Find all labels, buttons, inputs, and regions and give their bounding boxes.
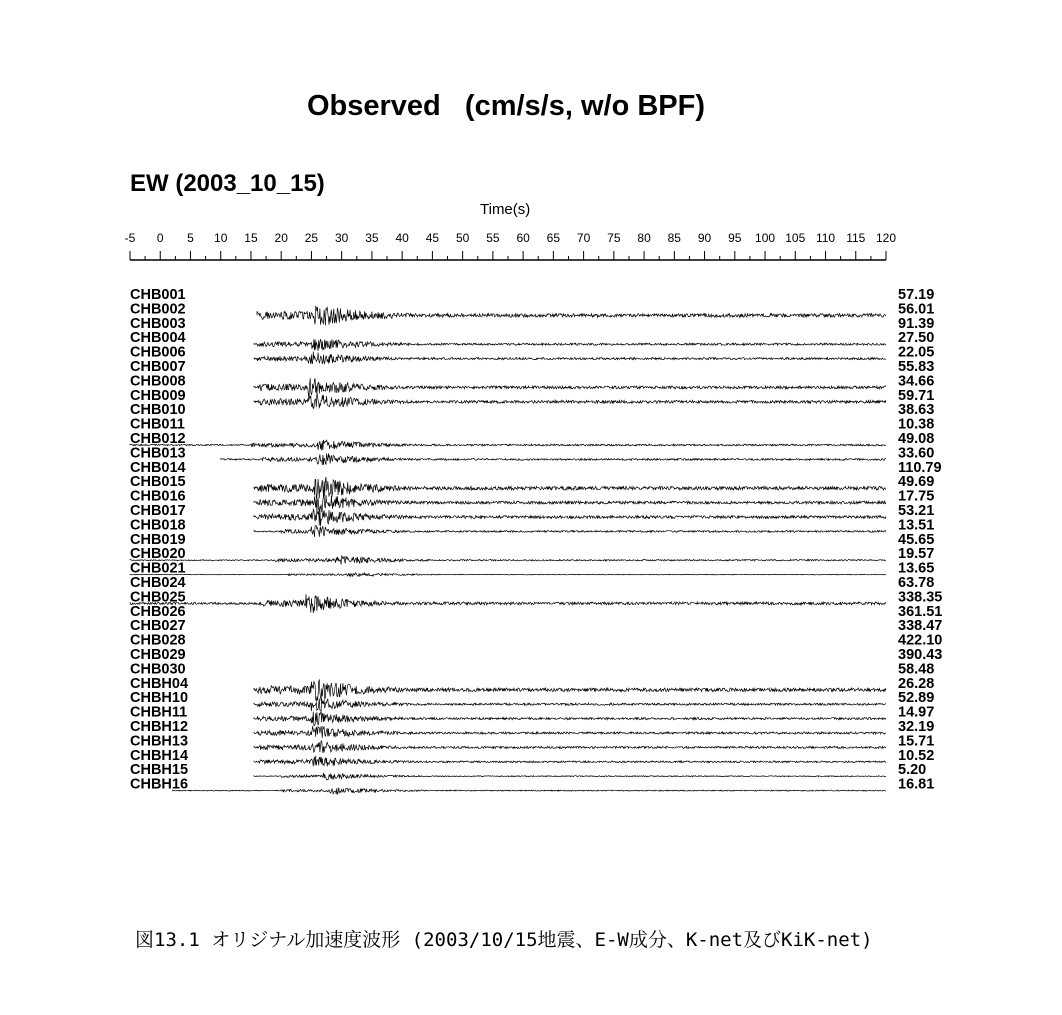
x-tick-label: 50 xyxy=(455,231,470,245)
channel-label: CHB001 xyxy=(130,287,186,303)
channel-label: CHB011 xyxy=(130,416,185,433)
peak-value-label: 49.69 xyxy=(898,474,935,491)
waveform-trace xyxy=(130,556,886,564)
peak-value-label: 63.78 xyxy=(898,575,935,591)
peak-value-label: 16.81 xyxy=(898,776,935,793)
peak-value-label: 19.57 xyxy=(898,546,935,563)
x-tick-label: 0 xyxy=(156,231,164,245)
channel-label: CHBH10 xyxy=(130,690,189,707)
channel-label: CHB017 xyxy=(130,503,186,519)
waveform-trace xyxy=(254,352,886,365)
peak-value-label: 52.89 xyxy=(898,690,935,707)
waveform-trace xyxy=(254,393,886,409)
peak-value-label: 361.51 xyxy=(898,603,943,620)
peak-value-label: 13.65 xyxy=(898,560,935,577)
peak-value-label: 38.63 xyxy=(898,402,935,419)
peak-value-label: 32.19 xyxy=(898,719,935,735)
channel-label: CHB002 xyxy=(130,301,186,318)
channel-label: CHB025 xyxy=(130,589,186,606)
peak-value-label: 5.20 xyxy=(898,762,927,779)
x-tick-label: 35 xyxy=(365,231,379,245)
peak-value-label: 55.83 xyxy=(898,359,935,375)
x-tick-label: 40 xyxy=(395,231,409,245)
channel-label: CHBH12 xyxy=(130,719,189,735)
channel-label: CHBH04 xyxy=(130,675,189,692)
channel-label: CHB026 xyxy=(130,603,186,620)
channel-label: CHB019 xyxy=(130,531,186,548)
peak-value-label: 13.51 xyxy=(898,517,935,534)
waveform-trace xyxy=(254,756,886,766)
x-tick-label: 65 xyxy=(546,231,561,245)
peak-value-label: 59.71 xyxy=(898,387,935,404)
peak-value-label: 57.19 xyxy=(898,287,935,303)
channel-label: CHB030 xyxy=(130,661,186,678)
channel-label: CHB021 xyxy=(130,560,186,577)
peak-value-label: 110.79 xyxy=(898,459,942,476)
channel-label: CHB006 xyxy=(130,344,186,361)
x-tick-label: 70 xyxy=(576,231,591,245)
x-tick-label: 60 xyxy=(516,231,530,245)
x-tick-label: 20 xyxy=(274,231,288,245)
peak-value-label: 56.01 xyxy=(898,301,935,318)
waveform-trace xyxy=(254,508,886,527)
waveform-trace xyxy=(254,698,886,711)
peak-value-label: 33.60 xyxy=(898,445,935,462)
channel-label: CHB024 xyxy=(130,575,186,591)
waveform-trace xyxy=(257,307,886,326)
channel-label: CHBH13 xyxy=(130,733,189,750)
channel-label: CHBH16 xyxy=(130,776,189,793)
peak-value-label: 338.47 xyxy=(898,618,943,635)
x-tick-label: 10 xyxy=(214,231,228,245)
channel-label: CHB003 xyxy=(130,315,186,332)
waveform-trace xyxy=(254,339,886,351)
channel-label: CHB018 xyxy=(130,517,186,534)
channel-label: CHBH11 xyxy=(130,704,188,721)
x-tick-label: 110 xyxy=(815,231,836,245)
x-tick-label: 25 xyxy=(304,231,319,245)
x-tick-label: 75 xyxy=(607,231,621,245)
peak-value-label: 422.10 xyxy=(898,632,943,649)
peak-value-label: 22.05 xyxy=(898,344,935,361)
peak-value-label: 91.39 xyxy=(898,315,935,332)
x-tick-label: 30 xyxy=(335,231,349,245)
waveform-trace xyxy=(254,711,886,725)
channel-label: CHB012 xyxy=(130,431,186,447)
waveform-trace xyxy=(254,378,886,395)
waveform-trace xyxy=(130,440,886,450)
figure-title: Observed (cm/s/s, w/o BPF) xyxy=(306,90,706,122)
peak-value-label: 14.97 xyxy=(898,704,935,721)
x-tick-label: 80 xyxy=(637,231,651,245)
waveform-trace xyxy=(130,594,886,613)
channel-label: CHBH15 xyxy=(130,762,189,779)
peak-value-label: 10.38 xyxy=(898,416,935,433)
peak-value-label: 15.71 xyxy=(898,733,935,750)
waveform-trace xyxy=(254,741,886,753)
channel-label: CHB007 xyxy=(130,359,186,375)
chart-subtitle: EW (2003_10_15) xyxy=(130,170,325,197)
channel-label: CHB010 xyxy=(130,402,186,419)
peak-value-label: 10.52 xyxy=(898,747,935,764)
waveform-trace xyxy=(254,773,886,780)
peak-value-label: 58.48 xyxy=(898,661,935,678)
x-tick-label: 120 xyxy=(875,231,897,245)
peak-value-label: 26.28 xyxy=(898,675,935,692)
x-tick-label: 115 xyxy=(846,231,866,245)
figure-caption: 図13.1 オリジナル加速度波形 (2003/10/15地震、E-W成分、K-net及びKiK-net) xyxy=(135,929,873,951)
waveform-trace xyxy=(254,477,886,499)
waveform-trace xyxy=(254,495,886,512)
waveform-trace xyxy=(130,573,886,577)
channel-label: CHB004 xyxy=(130,330,186,347)
peak-value-label: 45.65 xyxy=(898,531,935,548)
peak-value-label: 338.35 xyxy=(898,589,943,606)
x-tick-label: -5 xyxy=(124,231,136,245)
peak-value-label: 17.75 xyxy=(898,488,935,505)
channel-label: CHB008 xyxy=(130,373,186,390)
channel-label: CHB009 xyxy=(130,387,186,404)
x-tick-label: 90 xyxy=(697,231,712,245)
waveform-trace xyxy=(254,726,886,738)
waveform-trace xyxy=(254,680,886,702)
channel-label: CHBH14 xyxy=(130,747,189,764)
channel-label: CHB027 xyxy=(130,618,186,635)
channel-label: CHB015 xyxy=(130,474,186,491)
peak-value-label: 34.66 xyxy=(898,373,935,390)
waveform-trace xyxy=(172,788,886,795)
waveform-trace xyxy=(221,454,886,465)
peak-value-label: 49.08 xyxy=(898,431,935,447)
peak-value-label: 27.50 xyxy=(898,330,935,347)
channel-label: CHB029 xyxy=(130,647,186,663)
x-tick-label: 15 xyxy=(244,231,258,245)
x-tick-label: 45 xyxy=(425,231,440,245)
channel-label: CHB028 xyxy=(130,632,186,649)
x-tick-label: 95 xyxy=(728,231,742,245)
x-tick-label: 100 xyxy=(755,231,776,245)
x-tick-label: 5 xyxy=(187,231,194,245)
channel-label: CHB014 xyxy=(130,459,186,476)
channel-label: CHB013 xyxy=(130,445,186,462)
peak-value-label: 53.21 xyxy=(898,503,935,519)
peak-value-label: 390.43 xyxy=(898,647,943,663)
waveform-trace xyxy=(254,526,886,537)
x-tick-label: 85 xyxy=(667,231,681,245)
x-tick-label: 55 xyxy=(486,231,500,245)
x-tick-label: 105 xyxy=(785,231,806,245)
x-axis-label: Time(s) xyxy=(480,201,531,218)
channel-label: CHB020 xyxy=(130,546,186,563)
channel-label: CHB016 xyxy=(130,488,186,505)
